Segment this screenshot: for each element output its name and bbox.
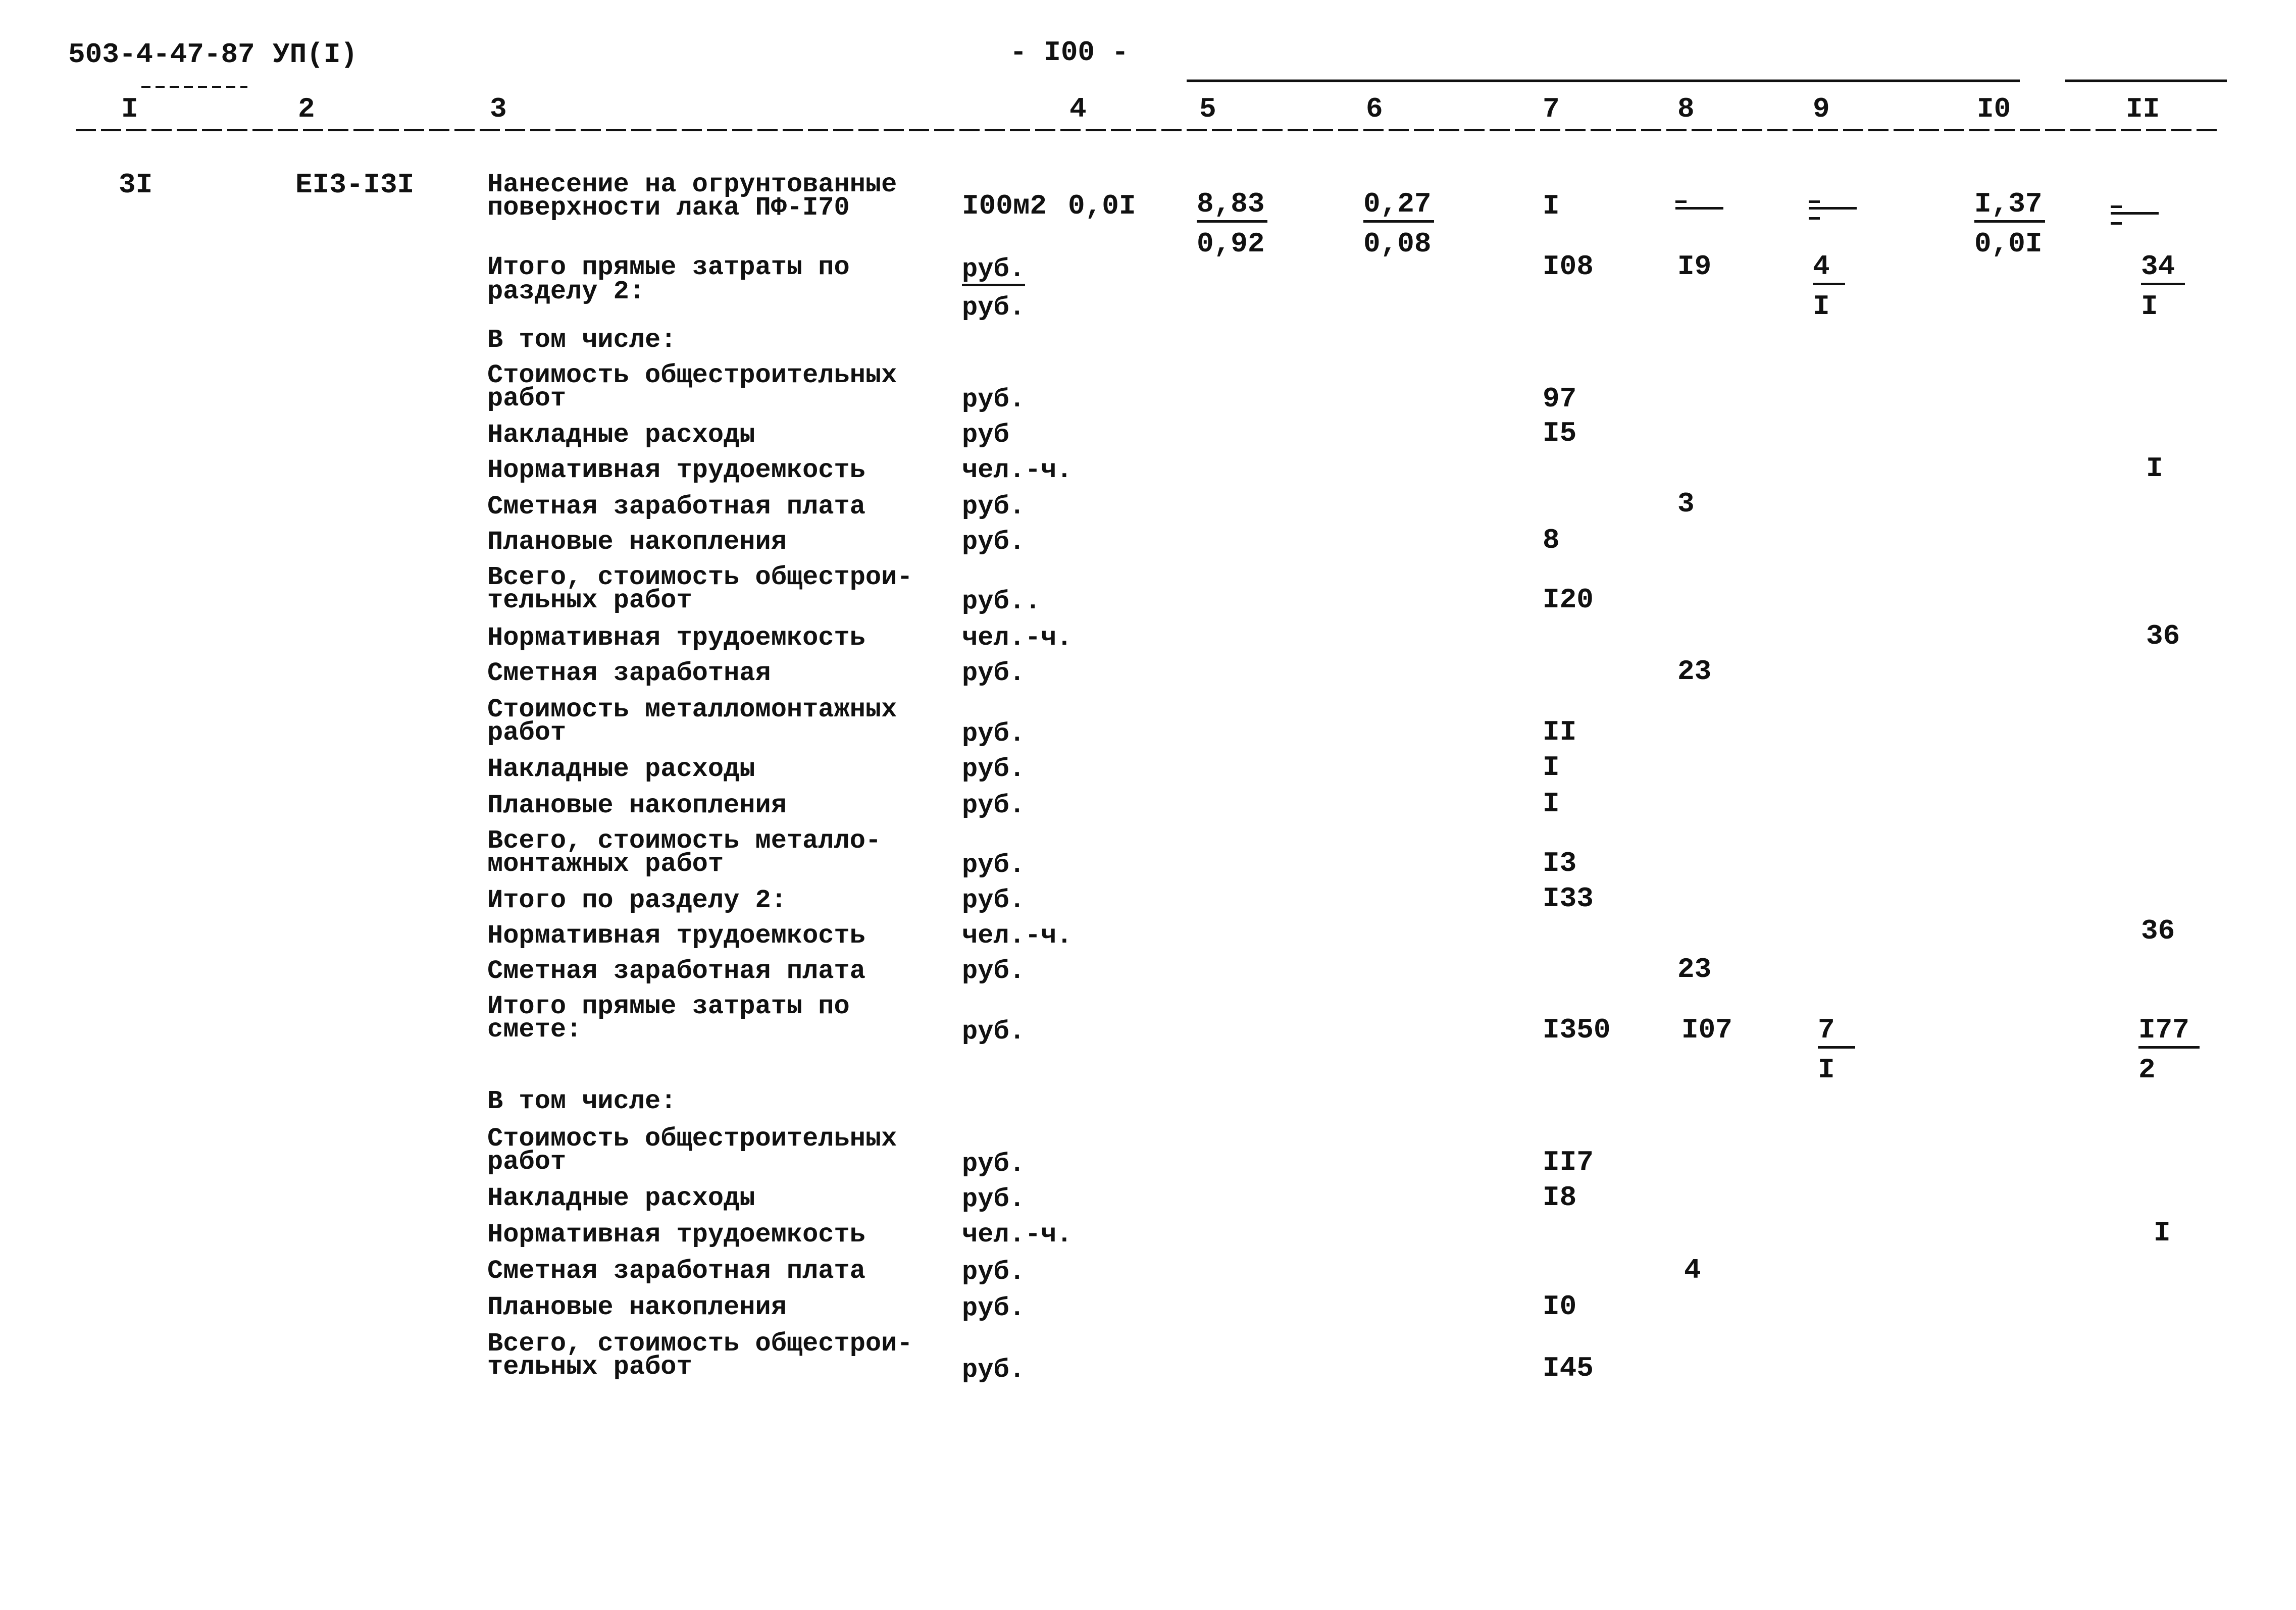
item-col7: I: [1543, 190, 1560, 222]
section2-direct-costs-col9-denominator: I: [1813, 290, 1830, 323]
document-code: 503-4-47-87: [68, 38, 255, 71]
column-number-11: II: [2126, 93, 2160, 125]
column-number-5: 5: [1199, 93, 1216, 125]
item-name-line2: поверхности лака ПФ-I70: [487, 193, 850, 223]
item-col6-fraction: [1363, 190, 1434, 258]
overhead-label-2: Накладные расходы: [487, 754, 755, 784]
estimated-wages-col8-2: 23: [1677, 655, 1712, 688]
item-name-line1: Нанесение на огрунтованные: [487, 170, 897, 199]
overhead-label-3: Накладные расходы: [487, 1183, 755, 1213]
item-col5-denominator: 0,92: [1197, 228, 1265, 260]
including-label-2: В том числе:: [487, 1086, 677, 1116]
general-construction-cost-2-unit: руб.: [962, 1149, 1025, 1179]
item-quantity: 0,0I: [1068, 190, 1136, 222]
item-unit: I00м2: [962, 190, 1047, 222]
total-general-construction-label-line2: тельных работ: [487, 586, 692, 615]
estimate-direct-costs-col9-fraction: [1818, 1016, 1855, 1084]
estimate-direct-costs-col7: I350: [1543, 1014, 1611, 1046]
item-col5-numerator: 8,83: [1197, 190, 1267, 223]
planned-savings-col7-2: I: [1543, 788, 1560, 820]
estimate-direct-costs-unit: руб.: [962, 1017, 1025, 1047]
estimate-direct-costs-col11-numerator: I77: [2138, 1016, 2200, 1049]
labor-intensity-unit-1: чел.-ч.: [962, 455, 1073, 485]
general-construction-cost-unit: руб.: [962, 385, 1025, 414]
estimated-wages-label-3: Сметная заработная плата: [487, 956, 865, 986]
labor-intensity-col11-1: I: [2146, 452, 2163, 485]
item-col11-dash-short: [2111, 205, 2122, 208]
total-general-construction-2-unit: руб.: [962, 1355, 1025, 1385]
album-code: УП(I): [273, 38, 358, 71]
section2-total-label: Итого по разделу 2:: [487, 886, 787, 915]
column-number-3: 3: [490, 93, 507, 125]
section2-direct-costs-col9-numerator: 4: [1813, 252, 1845, 285]
estimated-wages-unit-1: руб.: [962, 492, 1025, 522]
estimated-wages-col8-4: 4: [1684, 1254, 1701, 1286]
overhead-col7-2: I: [1543, 751, 1560, 784]
total-metal-installation-col7: I3: [1543, 847, 1577, 879]
estimate-direct-costs-col11-fraction: [2138, 1016, 2200, 1084]
general-construction-cost-col7: 97: [1543, 383, 1577, 415]
general-construction-cost-2-label-line2: работ: [487, 1147, 567, 1177]
labor-intensity-label-3: Нормативная трудоемкость: [487, 921, 865, 951]
labor-intensity-label-4: Нормативная трудоемкость: [487, 1220, 865, 1250]
item-col9-dash-short: [1809, 200, 1820, 203]
section2-direct-costs-label-line1: Итого прямые затраты по: [487, 252, 850, 282]
estimated-wages-unit-3: руб.: [962, 956, 1025, 986]
section2-direct-costs-col7: I08: [1543, 250, 1594, 283]
labor-intensity-unit-4: чел.-ч.: [962, 1220, 1073, 1250]
planned-savings-label-1: Плановые накопления: [487, 527, 787, 557]
item-code: EI3-I3I: [295, 169, 415, 201]
item-col10-fraction: [1974, 190, 2045, 258]
overhead-col7-1: I5: [1543, 417, 1577, 449]
total-metal-installation-label-line1: Всего, стоимость металло-: [487, 826, 882, 856]
total-general-construction-2-label-line2: тельных работ: [487, 1352, 692, 1382]
planned-savings-label-3: Плановые накопления: [487, 1292, 787, 1322]
column-number-9: 9: [1813, 93, 1830, 125]
total-metal-installation-label-line2: монтажных работ: [487, 849, 724, 879]
column-number-2: 2: [298, 93, 315, 125]
estimated-wages-label-4: Сметная заработная плата: [487, 1256, 865, 1286]
estimated-wages-label-1: Сметная заработная плата: [487, 492, 865, 522]
planned-savings-unit-3: руб.: [962, 1293, 1025, 1323]
estimated-wages-unit-4: руб.: [962, 1257, 1025, 1287]
total-general-construction-col7: I20: [1543, 584, 1594, 616]
column-number-10: I0: [1977, 93, 2011, 125]
column-number-7: 7: [1543, 93, 1560, 125]
item-col6-numerator: 0,27: [1363, 190, 1434, 223]
section2-direct-costs-col11-denominator: I: [2141, 290, 2158, 323]
labor-intensity-label-1: Нормативная трудоемкость: [487, 455, 865, 485]
total-general-construction-unit: руб..: [962, 587, 1041, 616]
labor-intensity-unit-3: чел.-ч.: [962, 921, 1073, 951]
estimate-direct-costs-col11-denominator: 2: [2138, 1054, 2156, 1086]
labor-intensity-col11-2: 36: [2146, 620, 2180, 652]
planned-savings-unit-2: руб.: [962, 791, 1025, 820]
section2-direct-costs-col11-fraction: [2141, 252, 2185, 321]
section2-total-col7: I33: [1543, 882, 1594, 915]
item-col9-dash: [1809, 207, 1857, 210]
column-number-6: 6: [1366, 93, 1383, 125]
item-col10-numerator: I,37: [1974, 190, 2045, 223]
labor-intensity-unit-2: чел.-ч.: [962, 623, 1073, 653]
section2-direct-costs-col8: I9: [1677, 250, 1712, 283]
overhead-unit-2: руб.: [962, 754, 1025, 784]
including-label-1: В том числе:: [487, 325, 677, 355]
item-col8-dash: [1675, 207, 1723, 210]
section2-direct-costs-col9-fraction: [1813, 252, 1845, 321]
labor-intensity-col11-4: I: [2154, 1217, 2171, 1249]
item-number: 3I: [119, 169, 153, 201]
estimate-direct-costs-label-line1: Итого прямые затраты по: [487, 992, 850, 1021]
total-general-construction-2-col7: I45: [1543, 1352, 1594, 1384]
metal-installation-cost-col7: II: [1543, 716, 1577, 748]
section2-direct-costs-unit1: руб.: [962, 256, 1025, 286]
page-number: - I00 -: [1010, 36, 1129, 69]
general-construction-cost-label-line2: работ: [487, 384, 567, 413]
item-col10-denominator: 0,0I: [1974, 228, 2043, 260]
metal-installation-cost-label-line2: работ: [487, 718, 567, 748]
general-construction-cost-label-line1: Стоимость общестроительных: [487, 360, 897, 390]
item-col5-fraction: [1197, 190, 1267, 258]
metal-installation-cost-unit: руб.: [962, 719, 1025, 749]
metal-installation-cost-label-line1: Стоимость металломонтажных: [487, 695, 897, 724]
total-general-construction-label-line1: Всего, стоимость общестрои-: [487, 562, 913, 592]
column-number-1: I: [121, 93, 138, 125]
planned-savings-label-2: Плановые накопления: [487, 791, 787, 820]
estimate-direct-costs-col9-numerator: 7: [1818, 1016, 1855, 1049]
estimate-direct-costs-col9-denominator: I: [1818, 1054, 1835, 1086]
overhead-col7-3: I8: [1543, 1181, 1577, 1214]
estimated-wages-unit-2: руб.: [962, 658, 1025, 688]
item-col8-dash-short: [1675, 200, 1687, 203]
estimated-wages-col8-3: 23: [1677, 953, 1712, 985]
planned-savings-col7-3: I0: [1543, 1290, 1577, 1323]
planned-savings-col7-1: 8: [1543, 524, 1560, 556]
labor-intensity-label-2: Нормативная трудоемкость: [487, 623, 865, 653]
overhead-unit-3: руб.: [962, 1184, 1025, 1214]
overhead-label-1: Накладные расходы: [487, 420, 755, 450]
total-general-construction-2-label-line1: Всего, стоимость общестрои-: [487, 1329, 913, 1359]
general-construction-cost-2-col7: II7: [1543, 1146, 1594, 1178]
general-construction-cost-2-label-line1: Стоимость общестроительных: [487, 1124, 897, 1154]
section2-direct-costs-unit2: руб.: [962, 293, 1025, 323]
item-col9-dash-low: [1809, 217, 1820, 220]
estimate-direct-costs-label-line2: смете:: [487, 1015, 582, 1045]
column-number-4: 4: [1069, 93, 1087, 125]
item-col11-dash: [2111, 212, 2159, 215]
estimated-wages-label-2: Сметная заработная: [487, 658, 771, 688]
estimated-wages-col8-1: 3: [1677, 488, 1695, 520]
planned-savings-unit-1: руб.: [962, 527, 1025, 557]
labor-intensity-col11-3: 36: [2141, 915, 2175, 947]
estimate-direct-costs-col8: I07: [1681, 1014, 1732, 1046]
section2-total-unit: руб.: [962, 886, 1025, 915]
column-number-8: 8: [1677, 93, 1695, 125]
total-metal-installation-unit: руб.: [962, 850, 1025, 880]
section2-direct-costs-label-line2: разделу 2:: [487, 277, 645, 306]
item-col11-dash-low: [2111, 222, 2122, 225]
overhead-unit-1: руб: [962, 420, 1009, 450]
item-col6-denominator: 0,08: [1363, 228, 1432, 260]
section2-direct-costs-col11-numerator: 34: [2141, 252, 2185, 285]
